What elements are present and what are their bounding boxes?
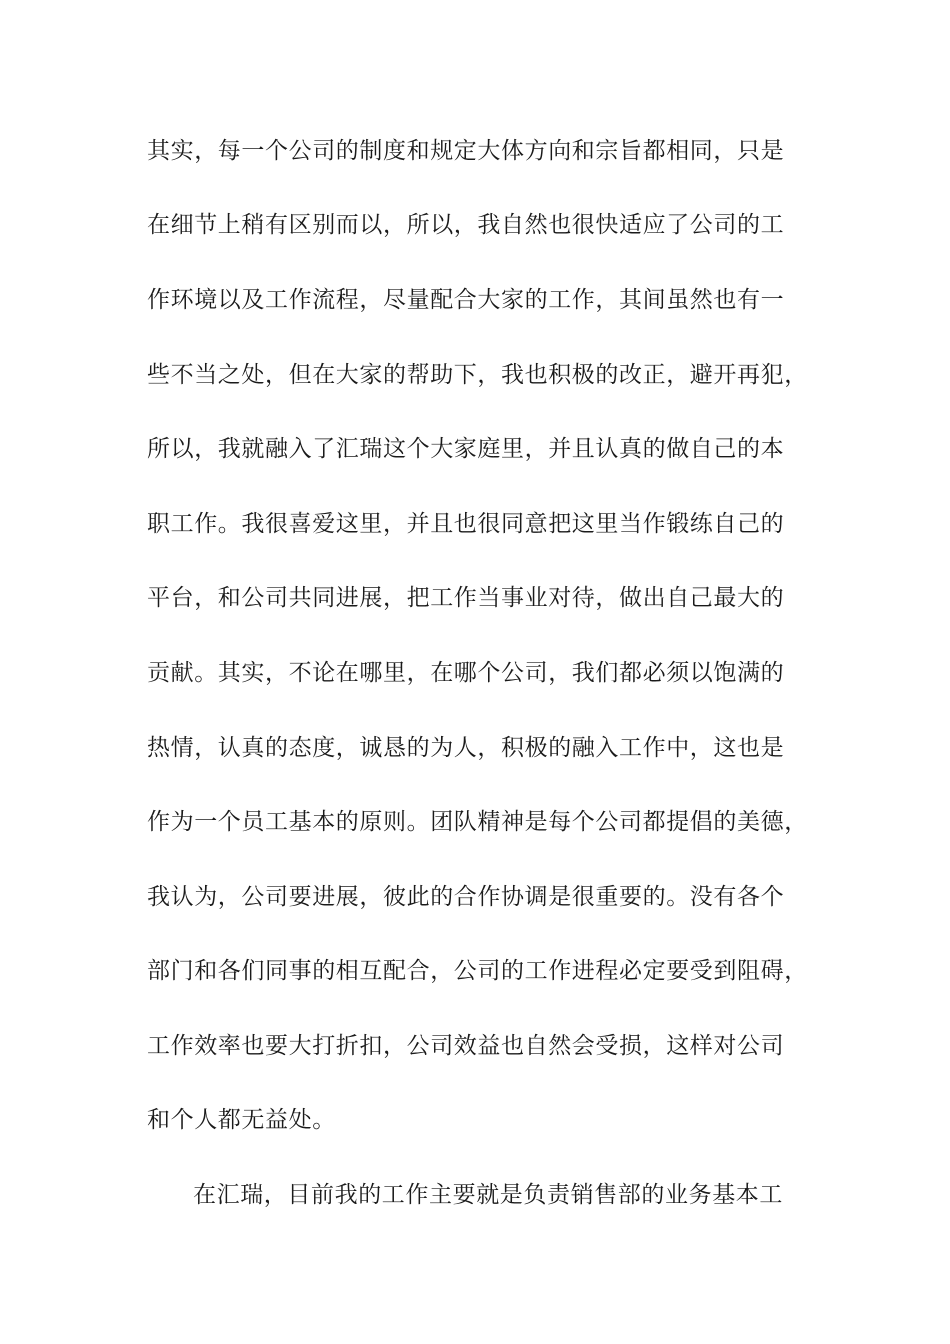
- paragraph-1-line-7: 平台，和公司共同进展，把工作当事业对待，做出自己最大的: [147, 585, 785, 611]
- paragraph-1-line-6: 职工作。我很喜爱这里，并且也很同意把这里当作锻练自己的: [147, 511, 785, 537]
- paragraph-1-line-3: 作环境以及工作流程，尽量配合大家的工作，其间虽然也有一: [147, 287, 785, 313]
- paragraph-1-line-8: 贡献。其实，不论在哪里，在哪个公司，我们都必须以饱满的: [147, 660, 785, 686]
- paragraph-1-line-14: 和个人都无益处。: [147, 1107, 336, 1133]
- paragraph-1-line-4: 些不当之处，但在大家的帮助下，我也积极的改正，避开再犯，: [147, 362, 808, 388]
- paragraph-1-line-13: 工作效率也要大打折扣，公司效益也自然会受损，这样对公司: [147, 1033, 785, 1059]
- paragraph-1-line-5: 所以，我就融入了汇瑞这个大家庭里，并且认真的做自己的本: [147, 436, 785, 462]
- paragraph-1-line-9: 热情，认真的态度，诚恳的为人，积极的融入工作中，这也是: [147, 735, 785, 761]
- paragraph-1-line-11: 我认为，公司要进展，彼此的合作协调是很重要的。没有各个: [147, 884, 785, 910]
- paragraph-1-line-1: 其实，每一个公司的制度和规定大体方向和宗旨都相同，只是: [147, 138, 785, 164]
- paragraph-1-line-2: 在细节上稍有区别而以，所以，我自然也很快适应了公司的工: [147, 212, 785, 238]
- paragraph-1-line-12: 部门和各们同事的相互配合，公司的工作进程必定要受到阻碍，: [147, 958, 808, 984]
- paragraph-1-line-10: 作为一个员工基本的原则。团队精神是每个公司都提倡的美德，: [147, 809, 808, 835]
- paragraph-2-line-1: 在汇瑞，目前我的工作主要就是负责销售部的业务基本工: [193, 1182, 783, 1208]
